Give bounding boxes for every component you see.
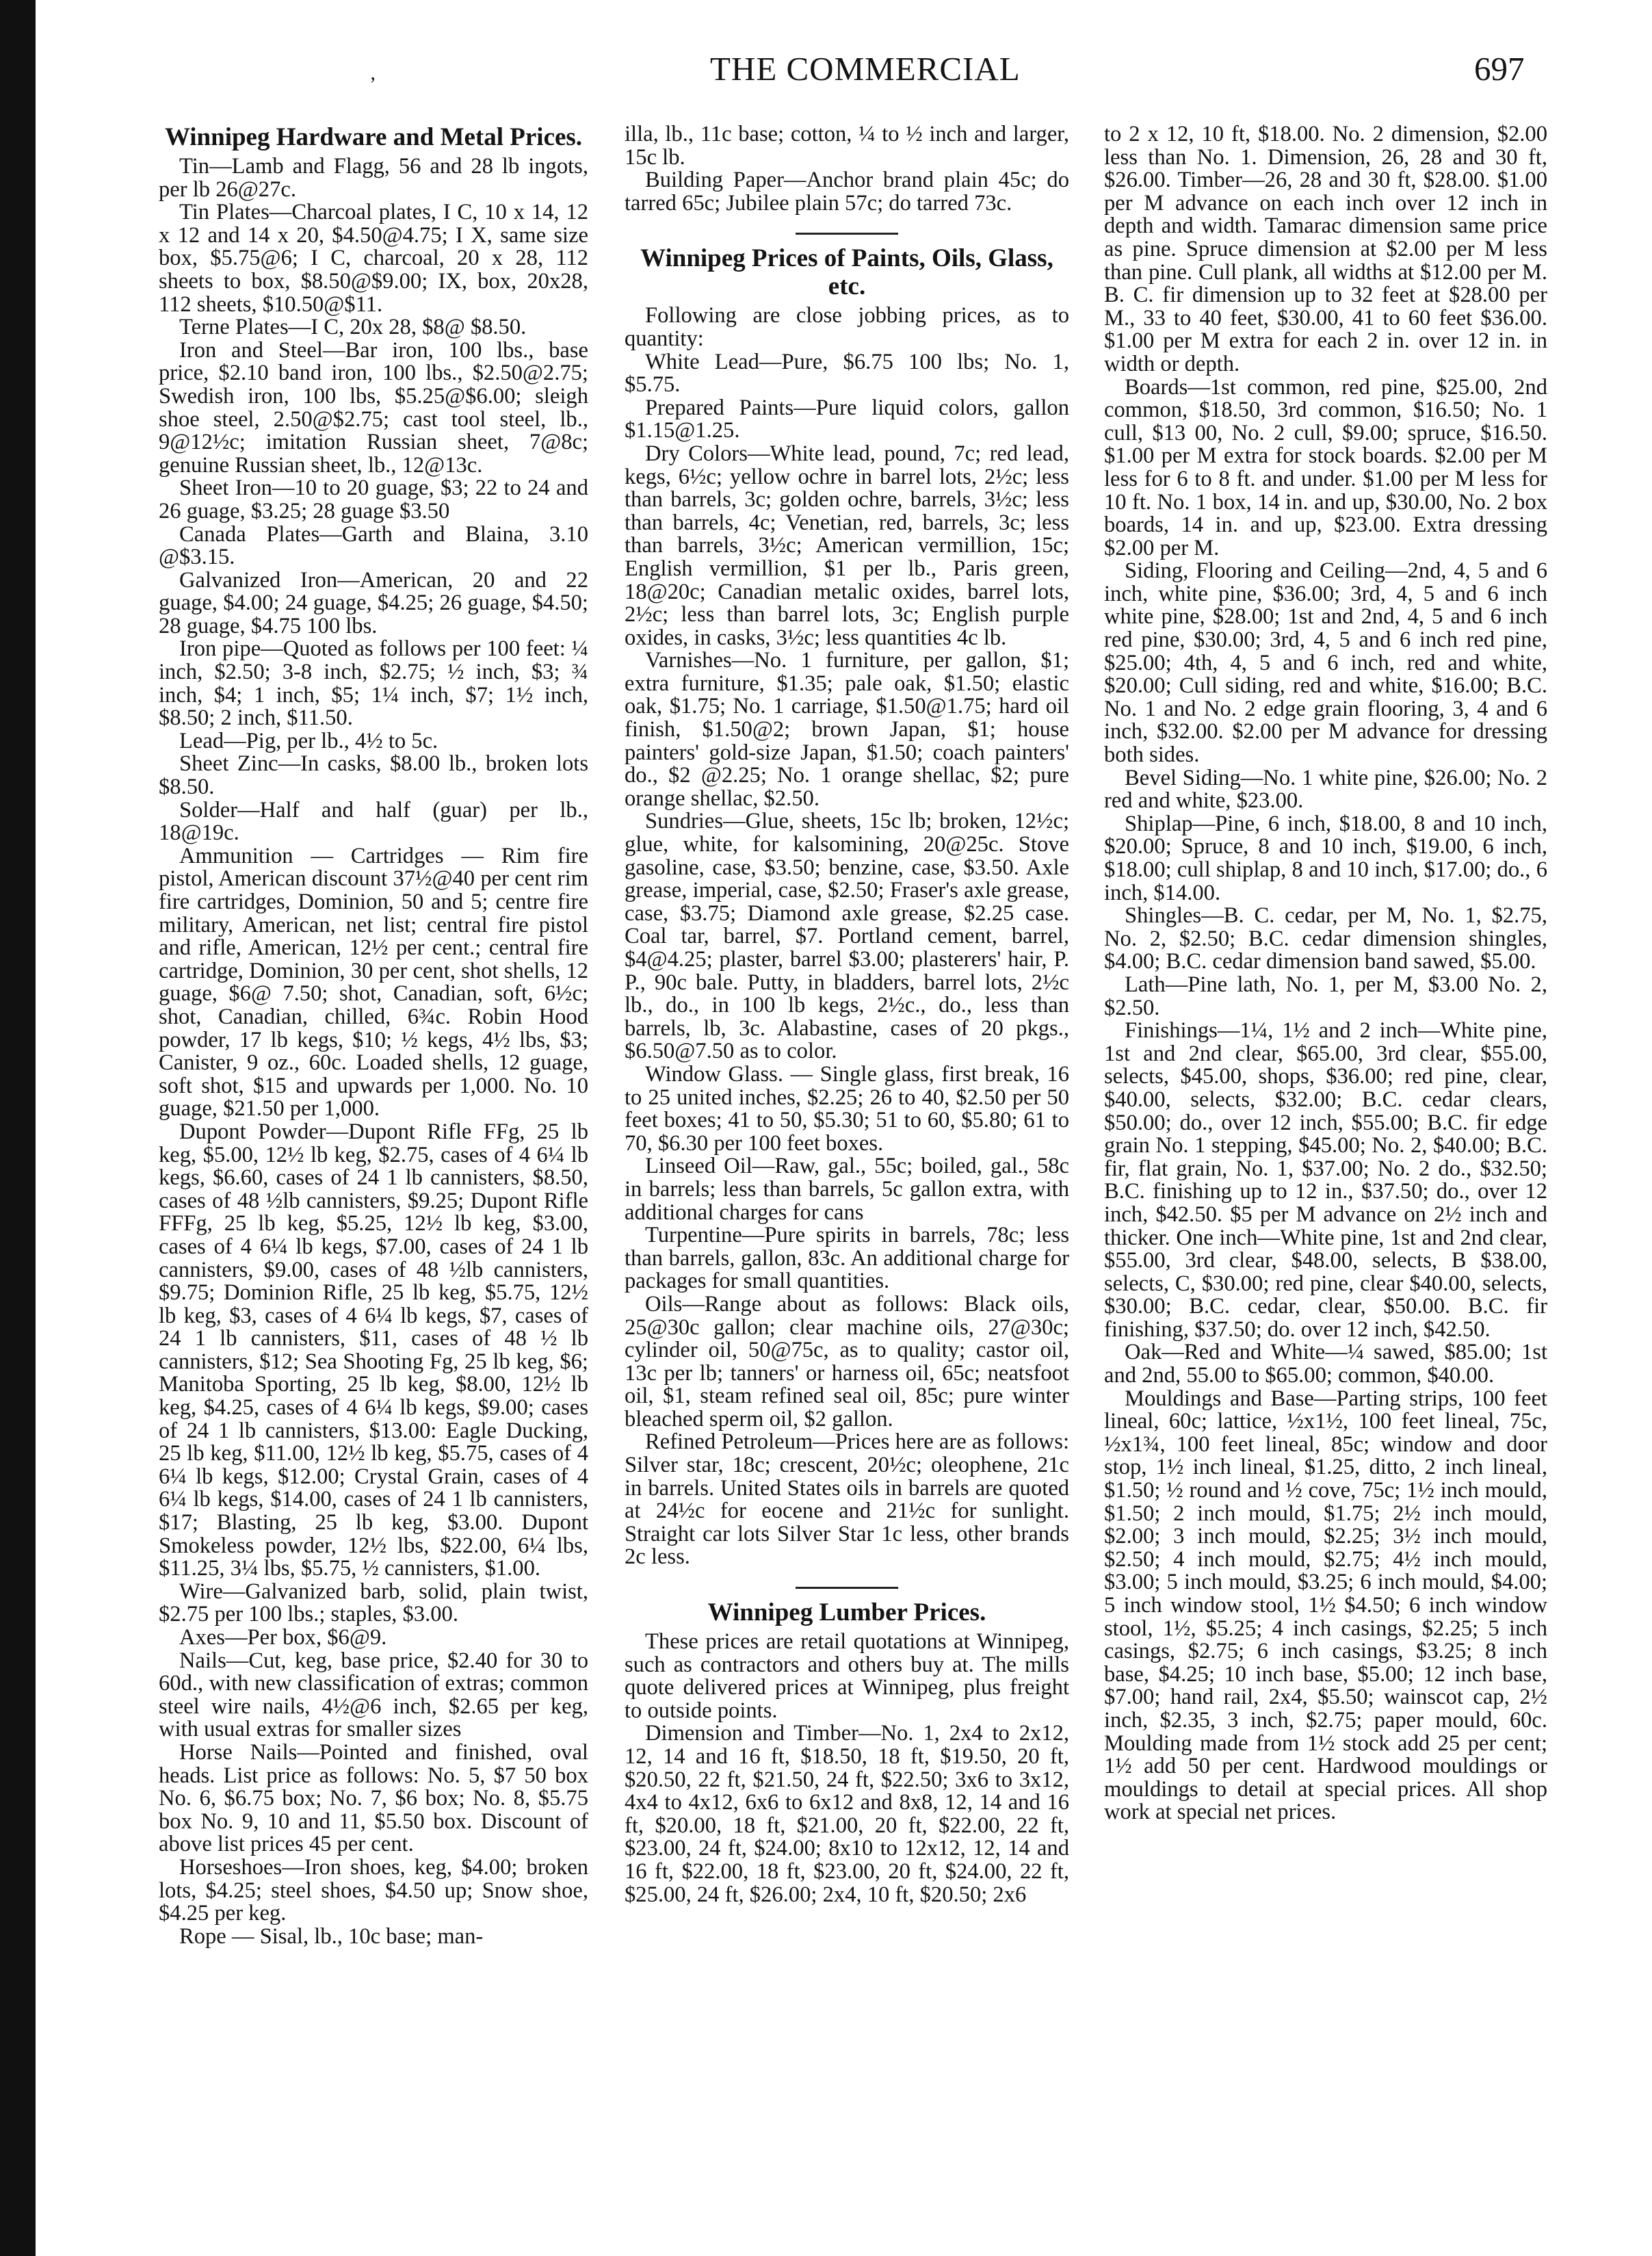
paragraph: Wire—Galvanized barb, solid, plain twist, $2.75 per 100 lbs.; staples, $3.00. (159, 1579, 588, 1627)
paragraph: Solder—Half and half (guar) per lb., 18@19c. (159, 797, 588, 846)
paragraph: Iron pipe—Quoted as follows per 100 feet: ¼ inch, $2.50; 3-8 inch, $2.75; ½ inch, $3; ¾ inch, $4; 1 inch, $5; 1¼ inch, $7; 1½ inch, $8.50; 2 inch, $11.50. (159, 636, 588, 731)
paragraph: Turpentine—Pure spirits in barrels, 78c; less than barrels, gallon, 83c. An additional charge for packages for small quantities. (625, 1223, 1069, 1294)
paragraph: Dimension and Timber—No. 1, 2x4 to 2x12, 12, 14 and 16 ft, $18.50, 18 ft, $19.50, 20 ft, $20.50, 22 ft, $21.50, 24 ft, $22.50; 3x6 to 3x12, 4x4 to 4x12, 6x6 to 6x12 and 8x8, 12, 14 and 16 ft, $20.00, 18 ft, $21.00, 20 ft, $22.00, 22 ft, $23.00, 24 ft, $24.00; 8x10 to 12x12, 12, 14 and 16 ft, $22.00, 18 ft, $23.00, 20 ft, $24.00, 22 ft, $25.00, 24 ft, $26.00; 2x4, 10 ft, $20.50; 2x6 (625, 1721, 1069, 1907)
binding-spine (0, 0, 36, 2256)
paragraph: Sundries—Glue, sheets, 15c lb; broken, 12½c; glue, white, for kalsomining, 20@25c. Stove gasoline, case, $3.50; benzine, case, $3.50. Axle grease, imperial, case, $2.50; Fraser's axle grease, case, $3.75; Diamond axle grease, $2.25 case. Coal tar, barrel, $7. Portland cement, barrel, $4@4.25; plaster, barrel $3.00; plasterers' hair, P. P., 90c bale. Putty, in bladders, barrel lots, 2½c lb., do., in 100 lb kegs, 2½c., do., less than barrels, lb, 3c. Alabastine, cases of 20 pkgs., $6.50@7.50 as to color. (625, 809, 1069, 1064)
paragraph: Linseed Oil—Raw, gal., 55c; boiled, gal., 58c in barrels; less than barrels, 5c gallon extra, with additional charges for cans (625, 1154, 1069, 1225)
paragraph: These prices are retail quotations at Winnipeg, such as contractors and others buy at. The mills quote delivered prices at Winnipeg, plus freight to outside points. (625, 1629, 1069, 1723)
paragraph: Axes—Per box, $6@9. (179, 1625, 387, 1650)
column-left (159, 123, 588, 1948)
journal-title: THE COMMERCIAL (710, 50, 1021, 88)
paragraph: Prepared Paints—Pure liquid colors, gallon $1.15@1.25. (625, 395, 1069, 443)
paragraph: Canada Plates—Garth and Blaina, 3.10 @$3.15. (159, 521, 588, 570)
section-heading-paints: Winnipeg Prices of Paints, Oils, Glass, etc. (640, 244, 1053, 301)
paragraph: Window Glass. — Single glass, first break, 16 to 25 united inches, $2.25; 26 to 40, $2.50 per 50 feet boxes; 41 to 50, $5.30; 51 to 60, $5.80; 61 to 70, $6.30 per 100 feet boxes. (625, 1061, 1069, 1156)
header-mark: ‚ (369, 62, 376, 84)
paragraph: Horseshoes—Iron shoes, keg, $4.00; broken lots, $4.25; steel shoes, $4.50 up; Snow shoe, $4.25 per keg. (159, 1854, 588, 1926)
paragraph: Lead—Pig, per lb., 4½ to 5c. (179, 728, 438, 753)
paragraph: Dry Colors—White lead, pound, 7c; red lead, kegs, 6½c; yellow ochre in barrel lots, 2½c; less than barrels, 3c; golden ochre, barrels, 3½c; less than barrels, 4c; Venetian, red, barrels, 3c; less than barrels, 3½c; American vermillion, 15c; English vermillion, $1 per lb., Paris green, 18@20c; Canadian metalic oxides, barrel lots, 2½c; less than barrel lots, 3c; English purple oxides, in casks, 3½c; less quantities 4c lb. (625, 441, 1069, 650)
paragraph: Terne Plates—I C, 20x 28, $8@ $8.50. (179, 315, 527, 340)
paragraph: Lath—Pine lath, No. 1, per M, $3.00 No. 2, $2.50. (1104, 972, 1547, 1020)
paragraph: Rope — Sisal, lb., 10c base; man- (179, 1923, 484, 1949)
paragraph: Sheet Iron—10 to 20 guage, $3; 22 to 24 and 26 guage, $3.25; 28 guage $3.50 (159, 476, 588, 523)
column-right (1104, 123, 1547, 1824)
paragraph: Bevel Siding—No. 1 white pine, $26.00; No. 2 red and white, $23.00. (1104, 765, 1547, 814)
paragraph: Shiplap—Pine, 6 inch, $18.00, 8 and 10 inch, $20.00; Spruce, 8 and 10 inch, $19.00, 6 inch, $18.00; cull shiplap, 8 and 10 inch, $17.00; do., 6 inch, $14.00. (1104, 811, 1547, 905)
paragraph: Tin Plates—Charcoal plates, I C, 10 x 14, 12 x 12 and 14 x 20, $4.50@4.75; I X, same size box, $5.75@6; I C, charcoal, 20 x 28, 112 sheets to box, $8.50@$9.00; IX, box, 20x28, 112 sheets, $10.50@$11. (159, 200, 588, 317)
paragraph: Refined Petroleum—Prices here are as follows: Silver star, 18c; crescent, 20½c; oleophene, 21c in barrels. United States oils in barrels are quoted at 24½c for eocene and 21½c for sunlight. Straight car lots Silver Star 1c less, other brands 2c less. (625, 1429, 1069, 1570)
page-number: 697 (1474, 50, 1525, 88)
section-heading-hardware: Winnipeg Hardware and Metal Prices. (164, 123, 583, 151)
section-divider (796, 1587, 898, 1589)
paragraph: Ammunition — Cartridges — Rim fire pistol, American discount 37½@40 per cent rim fire cartridges, Dominion, 50 and 5; centre fire military, American, net list; central fire pistol and rifle, American, 12½ per cent.; central fire cartridge, Dominion, 30 per cent, shot shells, 12 guage, $6@ 7.50; shot, Canadian, soft, 6½c; shot, Canadian, chilled, 6¾c. Robin Hood powder, 17 lb kegs, $10; ½ kegs, 4½ lbs, $3; Canister, 9 oz., 60c. Loaded shells, 12 guage, soft shot, $15 and upwards per 1,000. No. 10 guage, $21.50 per 1,000. (159, 843, 588, 1121)
paragraph: Boards—1st common, red pine, $25.00, 2nd common, $18.50, 3rd common, $16.50; No. 1 cull, $13 00, No. 2 cull, $9.00; spruce, $16.50. $1.00 per M extra for stock boards. $2.00 per M less for 6 to 8 ft. and under. $1.00 per M less for 10 ft. No. 1 box, 14 in. and up, $30.00, No. 2 box boards, 14 in. and up, $23.00. Extra dressing $2.00 per M. (1104, 374, 1547, 560)
paragraph: Nails—Cut, keg, base price, $2.40 for 30 to 60d., with new classification of extras; common steel wire nails, 4½@6 inch, $2.65 per keg, with usual extras for smaller sizes (159, 1648, 588, 1742)
paragraph: Iron and Steel—Bar iron, 100 lbs., base price, $2.10 band iron, 100 lbs., $2.50@2.75; Swedish iron, 100 lbs, $5.25@$6.00; sleigh shoe steel, 2.50@$2.75; cast tool steel, lb., 9@12½c; imitation Russian sheet, 7@8c; genuine Russian sheet, lb., 12@13c. (159, 337, 588, 478)
paragraph: Oils—Range about as follows: Black oils, 25@30c gallon; clear machine oils, 27@30c; cylinder oil, 50@75c, as to quality; castor oil, 13c per lb; tanners' or harness oil, 65c; neatsfoot oil, $1, steam refined seal oil, 85c; pure winter bleached sperm oil, $2 gallon. (625, 1291, 1069, 1431)
page-header (0, 48, 1652, 96)
paragraph: Oak—Red and White—¼ sawed, $85.00; 1st and 2nd, 55.00 to $65.00; common, $40.00. (1104, 1340, 1547, 1388)
paragraph: Galvanized Iron—American, 20 and 22 guage, $4.00; 24 guage, $4.25; 26 guage, $4.50; 28 guage, $4.75 100 lbs. (159, 567, 588, 638)
paragraph: Finishings—1¼, 1½ and 2 inch—White pine, 1st and 2nd clear, $65.00, 3rd clear, $55.00, selects, $45.00, shops, $36.00; red pine, clear, $40.00, selects, $32.00; B.C. cedar clears, $50.00; do., over 12 inch, $55.00; B.C. fir edge grain No. 1 stepping, $45.00; No. 2, $40.00; B.C. fir, flat grain, No. 1, $37.00; No. 2 do., $32.50; B.C. finishing up to 12 in., $37.50; do., over 12 inch, $42.50. $5 per M advance on 2½ inch and thicker. One inch—White pine, 1st and 2nd clear, $55.00, 3rd clear, $48.00, selects, B $38.00, selects, C, $30.00; red pine, clear $40.00, selects, $30.00; B.C. cedar, clear, $50.00. B.C. fir finishing, $37.50; do. over 12 inch, $42.50. (1104, 1018, 1547, 1342)
paragraph: Tin—Lamb and Flagg, 56 and 28 lb ingots, per lb 26@27c. (159, 154, 588, 202)
paragraph: to 2 x 12, 10 ft, $18.00. No. 2 dimension, $2.00 less than No. 1. Dimension, 26, 28 and 30 ft, $26.00. Timber—26, 28 and 30 ft, $28.00. $1.00 per M advance on each inch over 12 inch in depth and width. Tamarac dimension same price as pine. Spruce dimension at $2.00 per M less than pine. Cull plank, all widths at $12.00 per M. B. C. fir dimension up to 32 feet at $28.00 per M., 33 to 40 feet, $30.00, 41 to 60 feet $36.00. $1.00 per M extra for each 2 in. over 12 in. in width or depth. (1104, 122, 1547, 376)
paragraph: Varnishes—No. 1 furniture, per gallon, $1; extra furniture, $1.35; pale oak, $1.50; elastic oak, $1.75; No. 1 carriage, $1.50@1.75; hard oil finish, $1.50@2; brown Japan, $1; house painters' gold-size Japan, $1.50; coach painters' do., $2 @2.25; No. 1 orange shellac, $2; pure orange shellac, $2.50. (625, 648, 1069, 811)
paragraph: Shingles—B. C. cedar, per M, No. 1, $2.75, No. 2, $2.50; B.C. cedar dimension shingles, $4.00; B.C. cedar dimension band sawed, $5.00. (1104, 903, 1547, 974)
section-heading-lumber: Winnipeg Lumber Prices. (707, 1598, 986, 1627)
paragraph: Dupont Powder—Dupont Rifle FFg, 25 lb keg, $5.00, 12½ lb keg, $2.75, cases of 4 6¼ lb kegs, $6.60, cases of 24 1 lb cannisters, $8.50, cases of 48 ½lb cannisters, $9.25; Dupont Rifle FFFg, 25 lb keg, $5.25, 12½ lb keg, $3.00, cases of 4 6¼ lb kegs, $7.00, cases of 24 1 lb cannisters, $9.00, cases of 48 ½lb cannisters, $9.75; Dominion Rifle, 25 lb keg, $5.75, 12½ lb keg, $3, cases of 4 6¼ lb kegs, $7, cases of 24 1 lb cannisters, $11, cases of 48 ½ lb cannisters, $12; Sea Shooting Fg, 25 lb keg, $6; Manitoba Sporting, 25 lb keg, $8.00, 12½ lb keg, $4.25, cases of 4 6¼ lb kegs, $9.00; cases of 24 1 lb cannisters, $13.00: Eagle Ducking, 25 lb keg, $11.00, 12½ lb keg, $5.75, cases of 4 6¼ lb kegs, $12.00; Crystal Grain, cases of 4 6¼ lb kegs, $14.00, cases of 24 1 lb cannisters, $17; Blasting, 25 lb keg, $3.00. Dupont Smokeless powder, 12½ lbs, $22.00, 6¼ lbs, $11.25, 3¼ lbs, $5.75, ½ cannisters, $1.00. (159, 1119, 588, 1581)
paragraph: Building Paper—Anchor brand plain 45c; do tarred 65c; Jubilee plain 57c; do tarred 73c. (625, 168, 1069, 216)
paragraph: White Lead—Pure, $6.75 100 lbs; No. 1, $5.75. (625, 349, 1069, 398)
paragraph: Following are close jobbing prices, as to quantity: (625, 303, 1069, 351)
paragraph: Siding, Flooring and Ceiling—2nd, 4, 5 and 6 inch, white pine, $36.00; 3rd, 4, 5 and 6 inch white pine, $28.00; 1st and 2nd, 4, 5 and 6 inch red pine, $30.00; 3rd, 4, 5 and 6 inch red pine, $25.00; 4th, 4, 5 and 6 inch, red and white, $20.00; Cull siding, red and white, $16.00; B.C. No. 1 and No. 2 edge grain flooring, 3, 4 and 6 inch, $32.00. $2.00 per M advance for dressing both sides. (1104, 558, 1547, 768)
column-middle (625, 123, 1069, 1906)
paragraph: illa, lb., 11c base; cotton, ¼ to ½ inch and larger, 15c lb. (625, 122, 1069, 170)
section-divider (796, 233, 898, 235)
paragraph: Mouldings and Base—Parting strips, 100 feet lineal, 60c; lattice, ½x1½, 100 feet lineal, 75c, ½x1¾, 100 feet lineal, 85c; window and door stop, 1½ inch lineal, $1.25, ditto, 2 inch lineal, $1.50; ½ round and ½ cove, 75c; 1½ inch mould, $1.50; 2 inch mould, $1.75; 2½ inch mould, $2.00; 3 inch mould, $2.25; 3½ inch mould, $2.50; 4 inch mould, $2.75; 4½ inch mould, $3.00; 5 inch mould, $3.25; 6 inch mould, $4.00; 5 inch window stool, 1½ $4.50; 6 inch window stool, 1½, $5.25; 4 inch casings, $2.25; 5 inch casings, $2.75; 6 inch casings, $3.25; 8 inch base, $4.25; 10 inch base, $5.00; 12 inch base, $7.00; hand rail, 2x4, $5.50; wainscot cap, 2½ inch, $2.35, 3 inch, $2.75; paper mould, 60c. Moulding made from 1½ stock add 25 per cent; 1½ add 50 per cent. Hardwood mouldings or mouldings to detail at special prices. All shop work at special net prices. (1104, 1386, 1547, 1825)
paragraph: Horse Nails—Pointed and finished, oval heads. List price as follows: No. 5, $7 50 box No. 6, $6.75 box; No. 7, $6 box; No. 8, $5.75 box No. 9, 10 and 11, $5.50 box. Discount of above list prices 45 per cent. (159, 1739, 588, 1857)
paragraph: Sheet Zinc—In casks, $8.00 lb., broken lots $8.50. (159, 751, 588, 800)
